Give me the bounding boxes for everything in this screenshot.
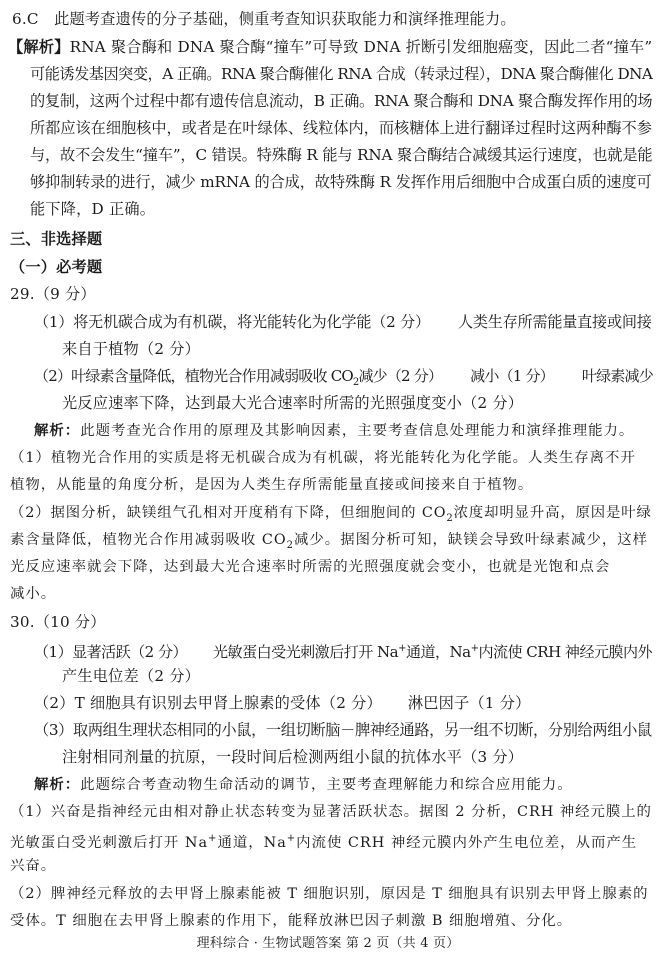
q30-answer-3-line-2: 注射相同剂量的抗原，一段时间后检测两组小鼠的抗体水平（3 分） (62, 748, 524, 766)
q29-analysis-1-line-2: 植物，从能量的角度分析，是因为人类生存所需能量直接或间接来自于植物。 (10, 477, 534, 493)
q29-answer-1: （1）将无机碳合成为有机碳，将光能转化为化学能（2 分） 人类生存所需能量直接或间接 (34, 313, 652, 331)
q29-analysis-2-line-2: 素含量降低，植物光合作用减弱吸收 $CO_2$减少。据图分析可知，缺镁会导致叶绿素减少，这样 (10, 532, 649, 551)
q6-jiexi-tag: 【解析】 (8, 38, 70, 56)
q30-analysis-2-line-1: （2）脾神经元释放的去甲肾上腺素能被 T 细胞识别，原因是 T 细胞具有识别去甲肾上腺素的 (10, 886, 649, 902)
q29-analysis-2-line-1: （2）据图分析，缺镁组气孔相对开度稍有下降，但细胞间的 $CO_2$浓度却明显升高，原因是叶绿 (10, 505, 652, 524)
q30-analysis-intro: 解析：此题综合考查动物生命活动的调节，主要考查理解能力和综合应用能力。 (34, 776, 573, 793)
q6-explanation-line-4: 所都应该在细胞核中，或者是在叶绿体、线粒体内，而核糖体上进行翻译过程时这两种酶不参 (30, 119, 652, 137)
q6-explanation-line-2: 可能诱发基因突变，A 正确。RNA 聚合酶催化 RNA 合成（转录过程），DNA 聚合酶催化 DNA (30, 65, 653, 83)
q29-analysis-intro: 解析：此题考查光合作用的原理及其影响因素，主要考查信息处理能力和演绎推理能力。 (34, 422, 635, 439)
q30-answer-3-line-1: （3）取两组生理状态相同的小鼠，一组切断脑－脾神经通路，另一组不切断，分别给两组小鼠 (34, 721, 652, 739)
q29-answer-1-cont: 来自于植物（2 分） (62, 340, 200, 358)
q30-jiexi-tag: 解析： (34, 776, 81, 793)
q30-analysis-1-line-3: 兴奋。 (10, 858, 57, 874)
q6-explanation-line-7: 能下降，D 正确。 (30, 200, 156, 218)
q30-analysis-2-line-2: 受体。T 细胞在去甲肾上腺素的作用下，能释放淋巴因子刺激 B 细胞增殖、分化。 (10, 913, 573, 929)
q30-answer-1-cont: 产生电位差（2 分） (62, 667, 200, 685)
q6-explanation-line-6: 够抑制转录的进行，减少 mRNA 的合成，故特殊酶 R 发挥作用后细胞中合成蛋白质的速度可 (30, 173, 652, 191)
q29-jiexi-tag: 解析： (34, 422, 81, 439)
q30-answer-2: （2）T 细胞具有识别去甲肾上腺素的受体（2 分） 淋巴因子（1 分） (34, 694, 531, 712)
q6-explanation-line-1: 【解析】RNA 聚合酶和 DNA 聚合酶“撞车”可导致 DNA 折断引发细胞癌变，因此二者“撞车” (8, 38, 653, 56)
q29-answer-2-cont: 光反应速率下降，达到最大光合速率时所需的光照强度变小（2 分） (62, 394, 524, 412)
q29-analysis-2-line-4: 减小。 (10, 586, 57, 602)
q6-header: 6.C 此题考查遗传的分子基础，侧重考查知识获取能力和演绎推理能力。 (12, 10, 516, 28)
q6-explanation-line-3: 的复制，这两个过程中都有遗传信息流动，B 正确。RNA 聚合酶和 DNA 聚合酶发挥作用的场 (30, 92, 653, 110)
q29-answer-2: （2）叶绿素含量降低，植物光合作用减弱吸收 $CO_2$减少（2 分） 减小（1 分） 叶绿素减少 (34, 367, 653, 388)
q30-header: 30.（10 分） (10, 613, 106, 631)
section-heading: 三、非选择题 (10, 230, 103, 248)
q30-analysis-1-line-1: （1）兴奋是指神经元由相对静止状态转变为显著活跃状态。据图 2 分析，CRH 神经元膜上的 (10, 804, 652, 820)
q6-explanation-line-5: 与，故不会发生“撞车”，C 错误。特殊酶 R 能与 RNA 聚合酶结合减缓其运行速度，也就是能 (30, 146, 653, 164)
q30-analysis-1-line-2: 光敏蛋白受光刺激后打开 Na+通道，Na+内流使 CRH 神经元膜内外产生电位差，从而产生 (10, 833, 638, 851)
q30-answer-1: （1）显著活跃（2 分） 光敏蛋白受光刺激后打开 Na+通道，Na+内流使 CRH 神经元膜内外 (34, 643, 653, 662)
q29-analysis-1-line-1: （1）植物光合作用的实质是将无机碳合成为有机碳，将光能转化为化学能。人类生存离不开 (10, 450, 636, 466)
subsection-heading: （一）必考题 (10, 258, 103, 276)
q29-analysis-2-line-3: 光反应速率就会下降，达到最大光合速率时所需的光照强度就会变小，也就是光饱和点会 (10, 559, 611, 575)
page-footer: 理科综合 · 生物试题答案 第 2 页（共 4 页） (196, 936, 460, 951)
q29-header: 29.（9 分） (10, 285, 96, 303)
